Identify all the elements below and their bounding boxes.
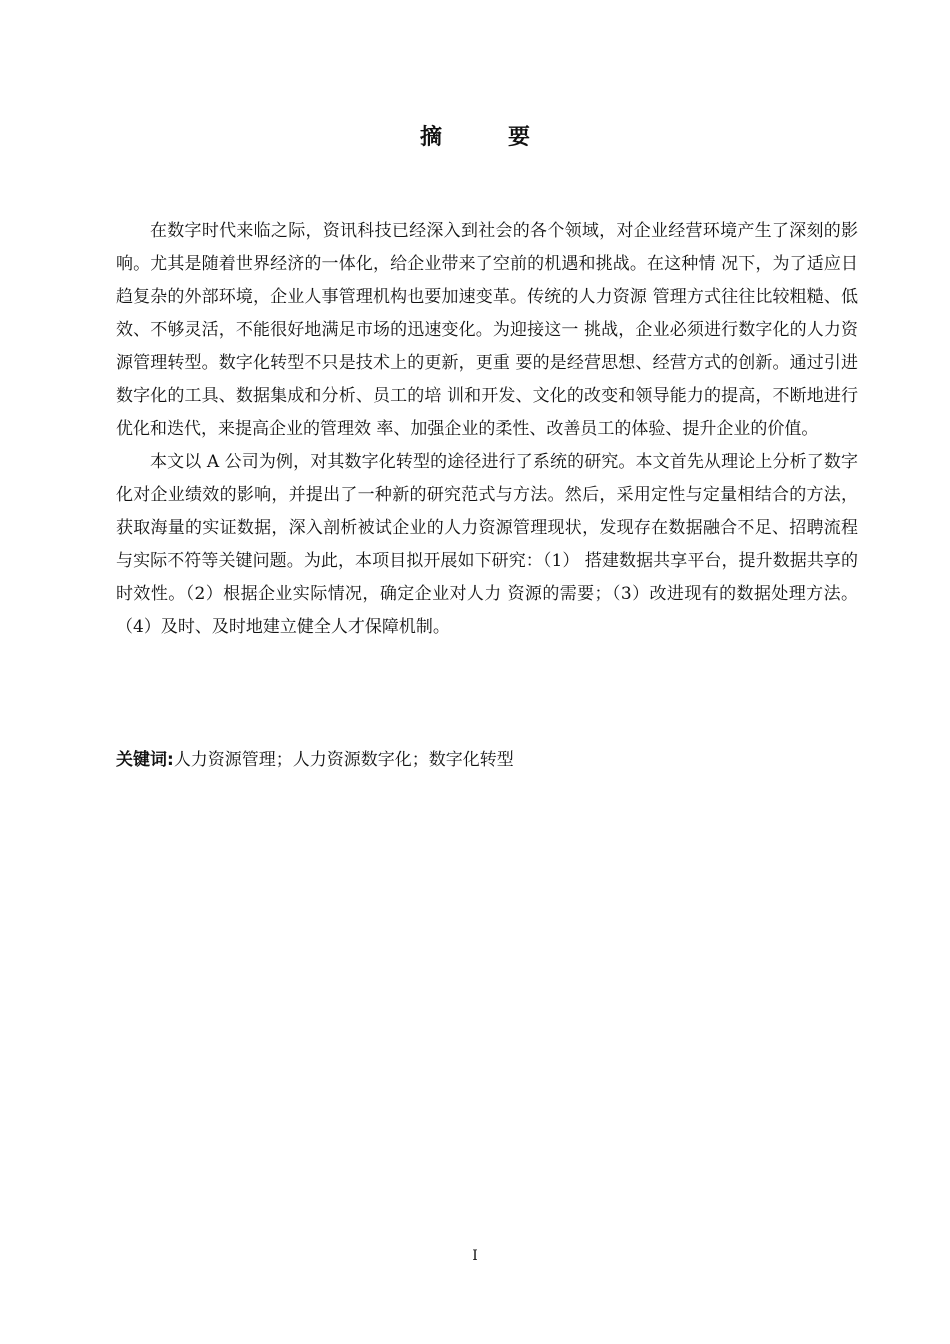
- keywords-text: 人力资源管理；人力资源数字化；数字化转型: [173, 750, 514, 770]
- abstract-body: [116, 215, 858, 644]
- page-number: I: [472, 1248, 478, 1264]
- abstract-paragraph-1: 在数字时代来临之际，资讯科技已经深入到社会的各个领域，对企业经营环境产生了深刻的影响。尤其是随着世界经济的一体化，给企业带来了空前的机遇和挑战。在这种情 况下，为了适应日趋复杂的外部环境，企业人事管理机构也要加速变革。传统的人力资源 管理方式往往比较粗糙、低效、不够灵活，不能很好地满足市场的迅速变化。为迎接这一 挑战，企业必须进行数字化的人力资源管理转型。数字化转型不只是技术上的更新，更重 要的是经营思想、经营方式的创新。通过引进数字化的工具、数据集成和分析、员工的培 训和开发、文化的改变和领导能力的提高，不断地进行优化和迭代，来提高企业的管理效 率、加强企业的柔性、改善员工的体验、提升企业的价值。: [116, 221, 858, 439]
- abstract-paragraph-2: 本文以 A 公司为例，对其数字化转型的途径进行了系统的研究。本文首先从理论上分析了数字化对企业绩效的影响，并提出了一种新的研究范式与方法。然后，采用定性与定量相结合的方法，获取海量的实证数据，深入剖析被试企业的人力资源管理现状，发现存在数据融合不足、招聘流程与实际不符等关键问题。为此，本项目拟开展如下研究：（1） 搭建数据共享平台，提升数据共享的时效性。（2）根据企业实际情况，确定企业对人力 资源的需要；（3）改进现有的数据处理方法。（4）及时、及时地建立健全人才保障机制。: [116, 452, 858, 637]
- keywords-label: 关键词:: [116, 750, 174, 770]
- page-title: 摘 要: [419, 124, 552, 150]
- keywords-line: [116, 745, 858, 775]
